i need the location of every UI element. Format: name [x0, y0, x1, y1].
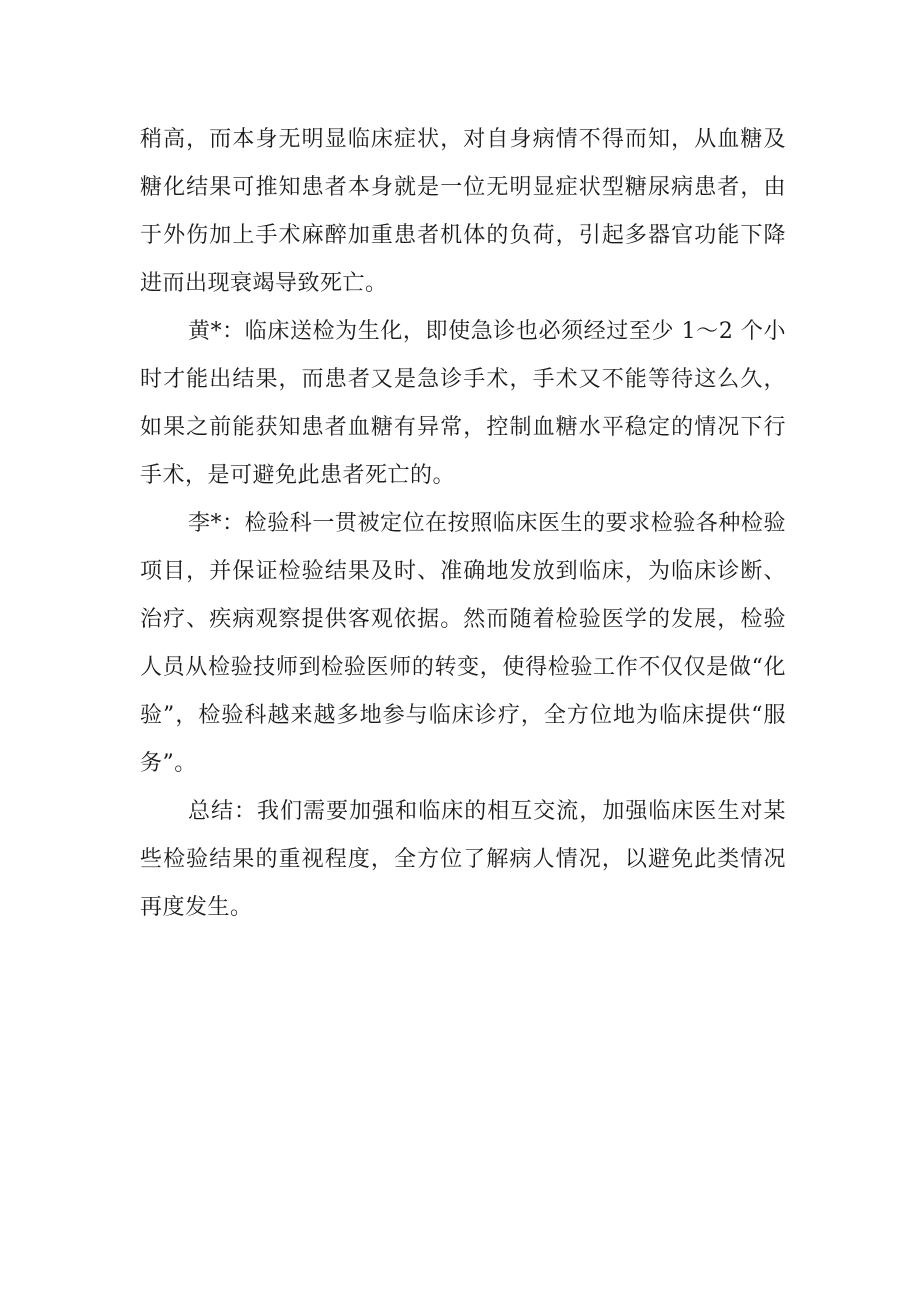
document-body	[140, 116, 786, 932]
paragraph-continuation: 稍高，而本身无明显临床症状，对自身病情不得而知，从血糖及糖化结果可推知患者本身就是一位无明显症状型糖尿病患者，由于外伤加上手术麻醉加重患者机体的负荷，引起多器官功能下降进而出现衰竭导致死亡。	[140, 127, 786, 296]
paragraph-huang: 黄*：临床送检为生化，即使急诊也必须经过至少 1～2 个小时才能出结果，而患者又是急诊手术，手术又不能等待这么久，如果之前能获知患者血糖有异常，控制血糖水平稳定的情况下行手术，是可避免此患者死亡的。	[140, 319, 786, 488]
paragraph-li: 李*：检验科一贯被定位在按照临床医生的要求检验各种检验项目，并保证检验结果及时、准确地发放到临床，为临床诊断、治疗、疾病观察提供客观依据。然而随着检验医学的发展，检验人员从检验技师到检验医师的转变，使得检验工作不仅仅是做“化验”，检验科越来越多地参与临床诊疗，全方位地为临床提供“服务”。	[140, 511, 786, 776]
paragraph-summary: 总结：我们需要加强和临床的相互交流，加强临床医生对某些检验结果的重视程度，全方位了解病人情况，以避免此类情况再度发生。	[140, 799, 786, 920]
